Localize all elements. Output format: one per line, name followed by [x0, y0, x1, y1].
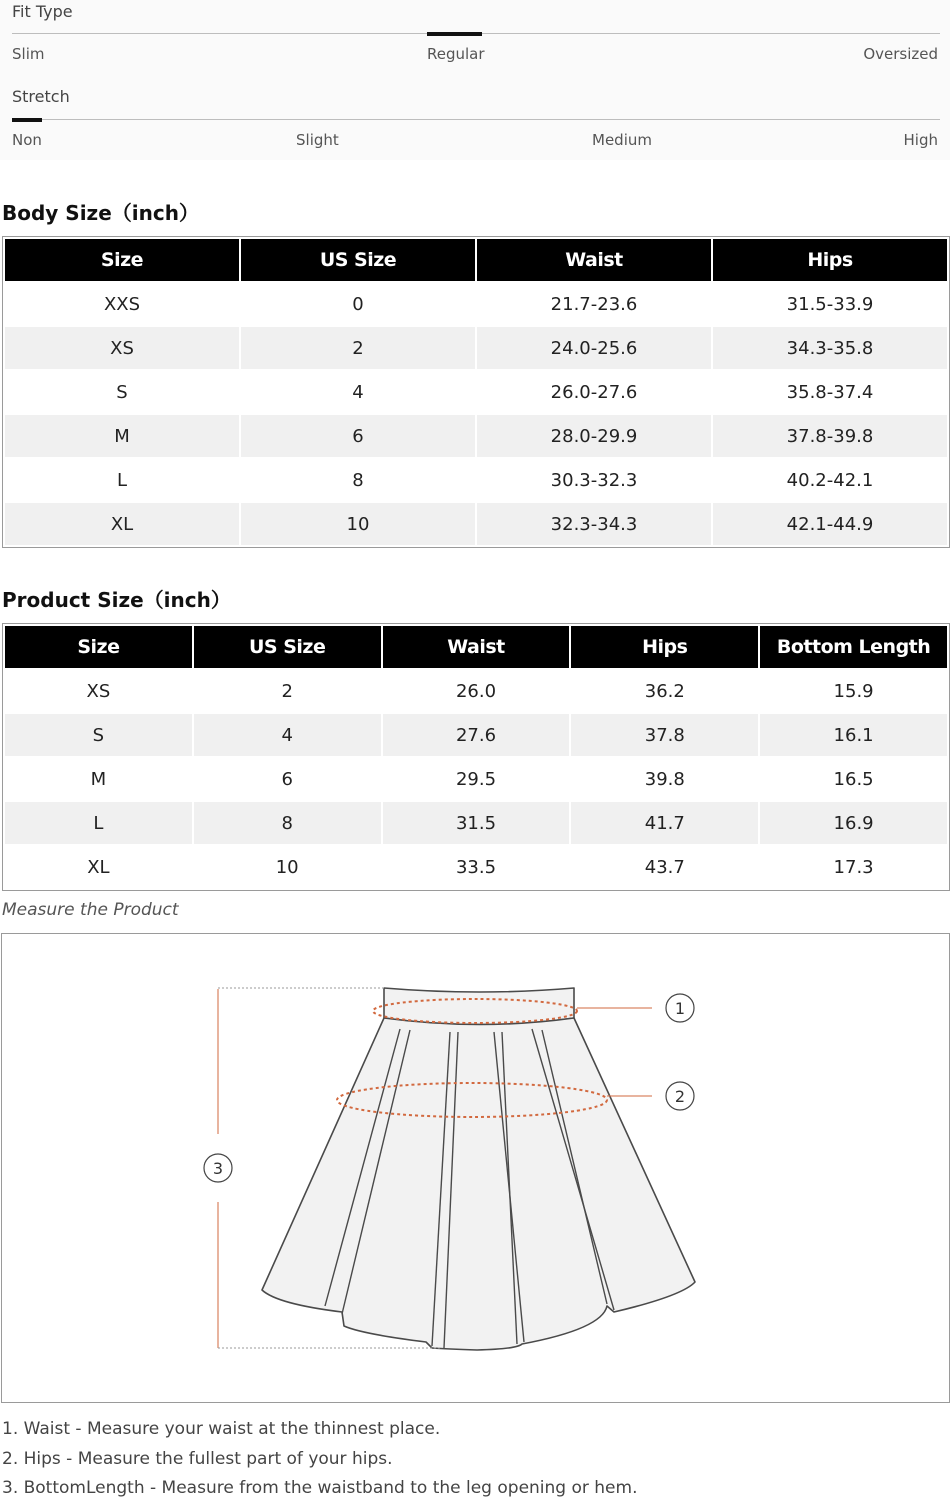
cell: 27.6	[383, 714, 570, 756]
marker-1-label: 1	[674, 999, 686, 1018]
marker-3-label: 3	[212, 1159, 224, 1178]
table-row	[5, 758, 947, 800]
cell: XL	[87, 856, 110, 878]
stretch-label-high: High	[903, 131, 938, 149]
cell: 43.7	[644, 856, 685, 878]
cell: 36.2	[644, 680, 685, 702]
table-row	[5, 714, 947, 756]
cell: 33.5	[455, 856, 497, 878]
fit-type-label-regular: Regular	[427, 45, 485, 63]
table-header-row	[5, 239, 947, 281]
stretch-label-non: Non	[12, 131, 42, 149]
header-size: Size	[5, 239, 239, 281]
note-bottom-length: 3. BottomLength - Measure from the waistband to the leg opening or hem.	[2, 1478, 638, 1498]
stretch-label-slight: Slight	[296, 131, 339, 149]
cell: 8	[194, 802, 381, 844]
cell: M	[5, 415, 239, 457]
header-us-size: US Size	[241, 239, 475, 281]
measure-caption: Measure the Product	[2, 900, 179, 920]
header-bottom-length: Bottom Length	[760, 626, 947, 668]
cell: 16.9	[760, 802, 947, 844]
cell: 10	[241, 503, 475, 545]
cell: 39.8	[644, 768, 685, 790]
table-row	[5, 503, 947, 545]
cell: 26.0	[455, 680, 497, 702]
cell: 15.9	[833, 680, 874, 702]
cell: 6	[281, 768, 293, 790]
cell: 41.7	[571, 802, 758, 844]
cell: 37.8-39.8	[713, 415, 947, 457]
cell: 6	[241, 415, 475, 457]
product-size-title: Product Size（inch）	[2, 588, 231, 612]
skirt-illustration	[2, 934, 949, 1402]
cell: M	[90, 768, 107, 790]
stretch-label-medium: Medium	[592, 131, 652, 149]
cell: 8	[352, 469, 364, 491]
measure-diagram	[1, 933, 950, 1403]
product-size-table	[2, 623, 950, 891]
header-size: Size	[5, 626, 192, 668]
table-row	[5, 415, 947, 457]
cell: 4	[194, 714, 381, 756]
table-header-row	[5, 626, 947, 668]
header-waist: Waist	[477, 239, 711, 281]
fit-type-label-oversized: Oversized	[863, 45, 938, 63]
cell: 24.0-25.6	[477, 327, 711, 369]
cell: XXS	[103, 293, 141, 315]
fit-type-marker	[427, 32, 482, 36]
cell: 31.5-33.9	[786, 293, 874, 315]
stretch-marker	[12, 118, 42, 122]
cell: S	[5, 714, 192, 756]
header-hips: Hips	[571, 626, 758, 668]
header-waist: Waist	[383, 626, 570, 668]
cell: 32.3-34.3	[477, 503, 711, 545]
cell: 4	[352, 381, 364, 403]
note-waist: 1. Waist - Measure your waist at the thinnest place.	[2, 1419, 441, 1439]
cell: S	[116, 381, 128, 403]
cell: 26.0-27.6	[550, 381, 638, 403]
header-us-size: US Size	[194, 626, 381, 668]
table-row	[5, 327, 947, 369]
marker-2-label: 2	[674, 1087, 686, 1106]
fit-type-title: Fit Type	[12, 2, 73, 21]
table-row	[5, 846, 947, 888]
body-size-title: Body Size（inch）	[2, 201, 199, 225]
cell: L	[5, 802, 192, 844]
cell: 0	[352, 293, 364, 315]
body-size-table	[2, 236, 950, 548]
fit-scales	[0, 0, 950, 160]
cell: 2	[241, 327, 475, 369]
cell: 31.5	[383, 802, 570, 844]
cell: L	[116, 469, 128, 491]
cell: 28.0-29.9	[477, 415, 711, 457]
cell: 40.2-42.1	[786, 469, 874, 491]
stretch-title: Stretch	[12, 87, 70, 106]
table-row	[5, 371, 947, 413]
cell: 2	[281, 680, 293, 702]
table-row	[5, 283, 947, 325]
stretch-track	[12, 119, 940, 120]
cell: 37.8	[571, 714, 758, 756]
cell: XS	[5, 327, 239, 369]
cell: XS	[86, 680, 111, 702]
cell: 30.3-32.3	[550, 469, 638, 491]
cell: 17.3	[833, 856, 874, 878]
note-hips: 2. Hips - Measure the fullest part of your hips.	[2, 1449, 393, 1469]
table-row	[5, 802, 947, 844]
cell: 42.1-44.9	[713, 503, 947, 545]
cell: 29.5	[455, 768, 497, 790]
table-row	[5, 459, 947, 501]
table-row	[5, 670, 947, 712]
cell: 35.8-37.4	[786, 381, 874, 403]
cell: 34.3-35.8	[713, 327, 947, 369]
fit-type-label-slim: Slim	[12, 45, 45, 63]
header-hips: Hips	[713, 239, 947, 281]
cell: 21.7-23.6	[550, 293, 638, 315]
cell: 16.1	[760, 714, 947, 756]
cell: XL	[5, 503, 239, 545]
skirt-waistband	[384, 988, 574, 1025]
cell: 16.5	[833, 768, 874, 790]
cell: 10	[275, 856, 299, 878]
